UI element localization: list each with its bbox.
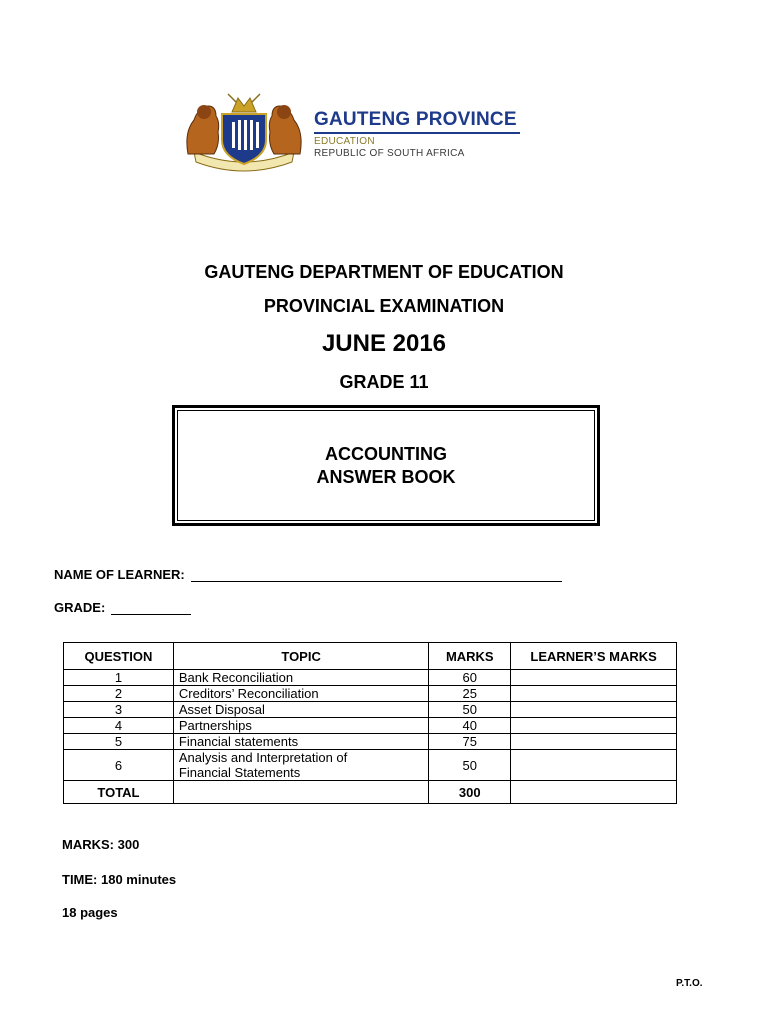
question-number: 6	[64, 750, 174, 781]
question-marks: 50	[429, 750, 511, 781]
header-question: QUESTION	[64, 643, 174, 670]
learner-marks-cell[interactable]	[511, 670, 677, 686]
total-learner-marks-cell[interactable]	[511, 781, 677, 804]
learner-grade-field	[54, 600, 191, 615]
table-total-row	[64, 781, 677, 804]
exam-heading: PROVINCIAL EXAMINATION	[263, 296, 505, 316]
question-number: 1	[64, 670, 174, 686]
question-marks: 60	[429, 670, 511, 686]
question-number: 4	[64, 718, 174, 734]
question-topic: Financial statements	[173, 734, 428, 750]
table-row	[64, 750, 677, 781]
question-number: 5	[64, 734, 174, 750]
logo-text	[314, 110, 520, 159]
logo-country: REPUBLIC OF SOUTH AFRICA	[314, 148, 465, 159]
question-topic: Partnerships	[173, 718, 428, 734]
marks-table	[63, 642, 677, 804]
learner-marks-cell[interactable]	[511, 750, 677, 781]
question-topic: Creditors’ Reconciliation	[173, 686, 428, 702]
learner-marks-cell[interactable]	[511, 718, 677, 734]
logo-education: EDUCATION	[314, 136, 375, 147]
subject-title: ACCOUNTING	[325, 443, 447, 464]
department-heading: GAUTENG DEPARTMENT OF EDUCATION	[204, 262, 564, 282]
total-topic-cell	[173, 781, 428, 804]
question-marks: 75	[429, 734, 511, 750]
header-topic: TOPIC	[173, 643, 428, 670]
table-row	[64, 718, 677, 734]
learner-grade-line[interactable]	[111, 602, 191, 615]
exam-date: JUNE 2016	[321, 330, 447, 357]
grade-heading: GRADE 11	[339, 372, 429, 392]
question-marks: 40	[429, 718, 511, 734]
subject-box-inner	[177, 410, 595, 521]
learner-name-label: NAME OF LEARNER:	[54, 567, 185, 582]
question-topic: Asset Disposal	[173, 702, 428, 718]
table-row	[64, 702, 677, 718]
header-learner-marks: LEARNER’S MARKS	[511, 643, 677, 670]
gauteng-logo	[180, 92, 540, 172]
learner-marks-cell[interactable]	[511, 702, 677, 718]
coat-of-arms-icon	[180, 92, 308, 172]
table-row	[64, 686, 677, 702]
question-number: 2	[64, 686, 174, 702]
pages-info: 18 pages	[62, 905, 118, 920]
learner-marks-cell[interactable]	[511, 734, 677, 750]
learner-marks-cell[interactable]	[511, 686, 677, 702]
learner-name-line[interactable]	[191, 569, 562, 582]
table-row	[64, 734, 677, 750]
learner-grade-label: GRADE:	[54, 600, 106, 615]
question-number: 3	[64, 702, 174, 718]
total-marks: 300	[429, 781, 511, 804]
learner-name-field	[54, 567, 562, 582]
pto-footer: P.T.O.	[676, 978, 703, 989]
question-marks: 50	[429, 702, 511, 718]
table-row	[64, 670, 677, 686]
total-label: TOTAL	[64, 781, 174, 804]
header-marks: MARKS	[429, 643, 511, 670]
table-header-row	[64, 643, 677, 670]
logo-title: GAUTENG PROVINCE	[314, 109, 517, 130]
answer-book-title: ANSWER BOOK	[316, 466, 456, 487]
question-topic: Bank Reconciliation	[173, 670, 428, 686]
question-marks: 25	[429, 686, 511, 702]
logo-divider	[314, 132, 520, 134]
question-topic-line2: Financial Statements	[178, 765, 301, 780]
marks-info: MARKS: 300	[62, 837, 140, 852]
question-topic	[173, 750, 428, 781]
time-info: TIME: 180 minutes	[62, 872, 177, 887]
question-topic-line1: Analysis and Interpretation of	[178, 750, 348, 765]
subject-box	[172, 405, 600, 526]
